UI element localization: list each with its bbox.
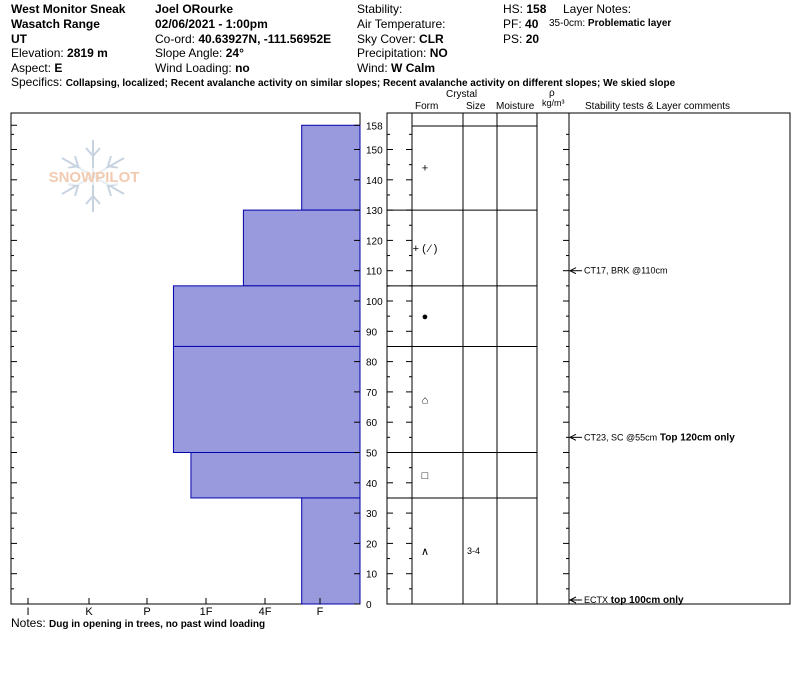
hardness-tick-label: I <box>26 606 30 618</box>
depth-tick-label: 20 <box>366 539 378 551</box>
stability-test-label <box>584 432 735 443</box>
depth-tick-label: 90 <box>366 327 378 339</box>
aspect-label: Aspect: <box>11 61 52 75</box>
coord-label: Co-ord: <box>155 32 196 46</box>
location-name: West Monitor Sneak <box>11 2 126 16</box>
crystal-form-symbol: ⌂ <box>421 394 429 407</box>
depth-tick-label: 30 <box>366 509 378 521</box>
depth-tick-label: 140 <box>366 175 383 187</box>
stability-test-label <box>584 266 668 276</box>
col-moisture: Moisture <box>496 101 535 112</box>
col-stability: Stability tests & Layer comments <box>585 101 731 112</box>
pf-value: 40 <box>525 17 539 31</box>
crystal-form-symbol: + ( ⁄ ) <box>412 242 438 255</box>
hardness-bar <box>302 125 360 210</box>
layer-table-frame <box>387 113 790 604</box>
ps-label: PS: <box>503 32 523 46</box>
wind-loading-label: Wind Loading: <box>155 61 232 75</box>
coord-value: 40.63927N, -111.56952E <box>198 32 332 46</box>
hardness-tick-label: 4F <box>258 606 272 618</box>
depth-tick-label: 0 <box>366 600 372 611</box>
depth-tick-label: 40 <box>366 478 378 490</box>
depth-tick-label: 60 <box>366 418 378 430</box>
stability-test-note: Top 120cm only <box>657 432 735 444</box>
layer-boundaries <box>387 210 537 498</box>
slope-label: Slope Angle: <box>155 46 223 60</box>
hardness-tick-label: P <box>143 606 151 618</box>
sky-value: CLR <box>419 32 444 46</box>
col-density-unit: kg/m³ <box>542 98 565 108</box>
hardness-tick-label: F <box>316 606 324 618</box>
layer-notes-label: Layer Notes: <box>563 2 632 16</box>
observer-name: Joel ORourke <box>155 2 234 16</box>
depth-tick-label: 50 <box>366 448 378 460</box>
notes <box>11 616 265 630</box>
hardness-bar <box>243 210 360 286</box>
notes-text: Dug in opening in trees, no past wind loading <box>49 619 266 630</box>
air-temperature-label: Air Temperature: <box>357 17 446 31</box>
layer-note-range: 35-0cm: <box>549 18 586 29</box>
depth-tick-label: 110 <box>366 266 382 278</box>
stability-test-text: CT23, SC @55cm <box>584 432 658 443</box>
depth-tick-label: 130 <box>366 206 383 218</box>
hs-value: 158 <box>526 2 547 16</box>
crystal-form-symbol: □ <box>421 470 429 483</box>
wind-loading-value: no <box>235 61 250 75</box>
depth-tick-label: 120 <box>366 236 383 248</box>
depth-tick-label: 100 <box>366 297 383 308</box>
depth-tick-label: 10 <box>366 569 378 581</box>
sky-label: Sky Cover: <box>357 32 416 46</box>
snowpilot-watermark <box>34 140 154 212</box>
crystal-size: 3-4 <box>467 545 481 556</box>
col-crystal: Crystal <box>446 89 478 100</box>
state: UT <box>11 32 27 46</box>
hardness-bars <box>173 125 360 604</box>
wind-label: Wind: <box>357 61 388 75</box>
col-form: Form <box>415 101 439 112</box>
depth-tick-label: 70 <box>366 387 378 399</box>
crystal-form-symbol: + <box>421 162 429 175</box>
slope-value: 24° <box>225 46 244 60</box>
col-size: Size <box>466 101 486 112</box>
layer-note-text: Problematic layer <box>587 18 672 29</box>
hardness-bar <box>173 346 360 452</box>
hardness-bar <box>173 286 360 347</box>
elevation-value: 2819 m <box>67 46 108 60</box>
depth-tick-label: 80 <box>366 357 378 369</box>
hs-label: HS: <box>503 2 524 16</box>
specifics-text: Collapsing, localized; Recent avalanche activity on similar slopes; Recent avalanche activity on different slopes; We skied slope <box>65 78 676 89</box>
mountain-range: Wasatch Range <box>11 17 100 31</box>
stability-test-note: top 100cm only <box>608 595 684 606</box>
hardness-tick-label: 1F <box>199 606 213 618</box>
hardness-axis <box>26 598 323 618</box>
crystal-form-symbol: ● <box>421 311 429 324</box>
hardness-bar <box>302 498 360 604</box>
stability-test-text: ECTX <box>584 595 609 605</box>
ps-value: 20 <box>525 32 540 46</box>
table-ruler <box>387 134 569 604</box>
elevation-label: Elevation: <box>11 46 64 60</box>
wind-value: W Calm <box>391 61 436 75</box>
stability-test-label <box>584 595 684 606</box>
crystal-form-symbol: ∧ <box>420 545 430 558</box>
depth-tick-label: 158 <box>366 121 383 133</box>
date-time: 02/06/2021 - 1:00pm <box>155 17 268 31</box>
pf-label: PF: <box>503 17 522 31</box>
hardness-tick-label: K <box>85 606 93 618</box>
precip-label: Precipitation: <box>357 46 427 60</box>
specifics-label: Specifics: <box>11 75 63 89</box>
watermark-text: SNOWPILOT <box>48 169 140 186</box>
stability-tests <box>570 266 735 606</box>
crystal-forms <box>413 163 480 558</box>
depth-tick-label: 150 <box>366 145 383 157</box>
col-rho: ρ <box>549 88 555 99</box>
stability-test-text: CT17, BRK @110cm <box>584 265 668 276</box>
aspect-value: E <box>54 61 63 75</box>
precip-value: NO <box>429 46 448 60</box>
hardness-bar <box>191 453 360 498</box>
notes-label: Notes: <box>11 616 46 630</box>
stability-label: Stability: <box>357 2 403 16</box>
